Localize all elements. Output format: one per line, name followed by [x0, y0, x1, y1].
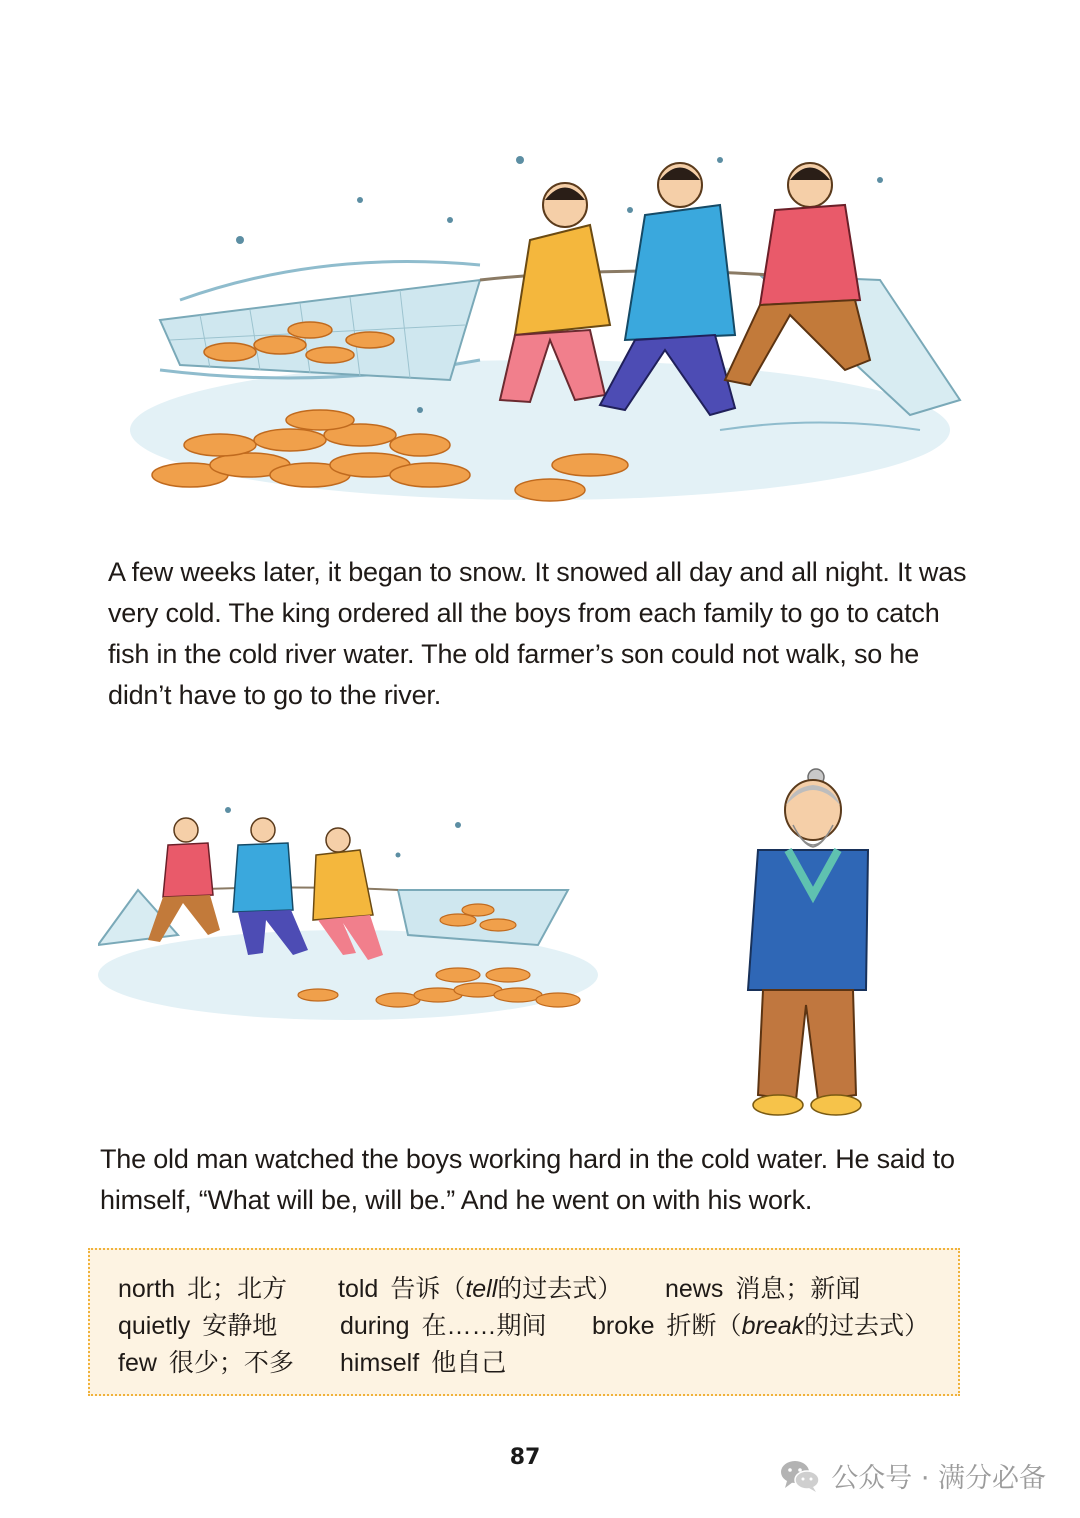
- vocab-italic: break: [741, 1312, 805, 1340]
- vocabulary-item: [338, 1272, 622, 1306]
- vocab-word: himself: [340, 1349, 420, 1377]
- vocab-meaning: 消息；新闻: [735, 1275, 861, 1303]
- vocabulary-item: [118, 1272, 287, 1306]
- wechat-icon: [779, 1458, 821, 1494]
- watermark: [779, 1456, 1046, 1495]
- vocab-word: broke: [592, 1312, 655, 1340]
- old-man-icon: [728, 765, 878, 1125]
- vocab-word: told: [338, 1275, 379, 1303]
- vocab-italic: tell: [465, 1275, 498, 1303]
- vocab-suffix: 的过去式）: [804, 1312, 930, 1340]
- vocab-word: during: [340, 1312, 410, 1340]
- vocabulary-box: [88, 1248, 960, 1396]
- boys-pulling-fishing-net-icon: [120, 130, 970, 530]
- vocab-meaning: 在……期间: [421, 1312, 547, 1340]
- watermark-text: 公众号 · 满分必备: [831, 1463, 1046, 1494]
- vocab-meaning: 折断（: [666, 1312, 742, 1340]
- vocab-meaning: 告诉（: [390, 1275, 466, 1303]
- vocab-suffix: 的过去式）: [497, 1275, 623, 1303]
- vocab-meaning: 安静地: [202, 1312, 278, 1340]
- vocabulary-item: [665, 1272, 860, 1306]
- story-paragraph: A few weeks later, it began to snow. It snowed all day and all night. It was very cold. The king ordered all the boys from each family to go to catch fish in the cold river water. The old farmer’s son could not walk, so he didn’t have to go to the river.: [108, 557, 967, 710]
- vocab-meaning: 很少；不多: [168, 1349, 294, 1377]
- vocab-word: quietly: [118, 1312, 191, 1340]
- vocab-word: few: [118, 1349, 157, 1377]
- vocab-meaning: 北；北方: [186, 1275, 287, 1303]
- vocab-word: north: [118, 1275, 175, 1303]
- vocabulary-item: [592, 1309, 929, 1343]
- vocabulary-item: [340, 1309, 547, 1343]
- boys-pulling-net-small-icon: [98, 795, 603, 1030]
- vocabulary-item: [118, 1309, 277, 1343]
- page-number: 87: [509, 1445, 541, 1470]
- vocabulary-item: [340, 1346, 506, 1380]
- vocabulary-item: [118, 1346, 294, 1380]
- story-paragraph: The old man watched the boys working hard in the cold water. He said to himself, “What will be, will be.” And he went on with his work.: [100, 1144, 955, 1215]
- vocab-word: news: [665, 1275, 724, 1303]
- vocab-meaning: 他自己: [431, 1349, 507, 1377]
